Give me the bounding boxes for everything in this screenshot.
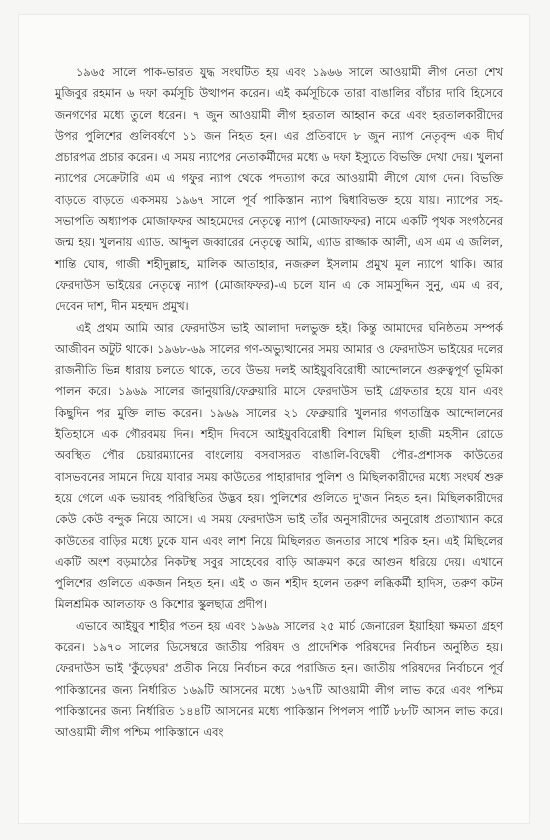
body-text: [55, 62, 503, 744]
paragraph: এভাবে আইয়ুব শাহীর পতন হয় এবং ১৯৬৯ সালের ২৫ মার্চ জেনারেল ইয়াহিয়া ক্ষমতা গ্রহণ করেন। ১৯৭০ সালের ডিসেম্বরে জাতীয় পরিষদ ও প্রাদেশিক পরিষদের নির্বাচন অনুষ্ঠিত হয়। ফেরদাউস ভাই 'কুঁড়েঘর' প্রতীক নিয়ে নির্বাচন করে পরাজিত হন। জাতীয় পরিষদের নির্বাচনে পূর্ব পাকিস্তানের জন্য নির্ধারিত ১৬৯টি আসনের মধ্যে ১৬৭টি আওয়ামী লীগ লাভ করে এবং পশ্চিম পাকিস্তানের জন্য নির্ধারিত ১৪৪টি আসনের মধ্যে পাকিস্তান পিপলস পার্টি ৮৮টি আসন লাভ করে। আওয়ামী লীগ পশ্চিম পাকিস্তানে এবং: [55, 618, 503, 740]
paragraph: এই প্রথম আমি আর ফেরদাউস ভাই আলাদা দলভুক্ত হই। কিন্তু আমাদের ঘনিষ্ঠতম সম্পর্ক আজীবন অটুট থাকে। ১৯৬৮-৬৯ সালের গণ-অভ্যুত্থানের সময় আমার ও ফেরদাউস ভাইয়ের দলের রাজনীতি ভিন্ন ধারায় চলতে থাকে, তবে উভয় দলই আইয়ুববিরোধী আন্দোলনে গুরুত্বপূর্ণ ভূমিকা পালন করে। ১৯৬৯ সালের জানুয়ারি/ফেব্রুয়ারি মাসে ফেরদাউস ভাই গ্রেফতার হয়ে যান এবং কিছুদিন পর মুক্তি লাভ করেন। ১৯৬৯ সালের ২১ ফেব্রুয়ারি খুলনার গণতান্ত্রিক আন্দোলনের ইতিহাসে এক গৌরবময় দিন। শহীদ দিবসে আইয়ুববিরোধী বিশাল মিছিল হাজী মহসীন রোডে অবস্থিত পৌর চেয়ারম্যানের বাংলোয় বসবাসরত বাঙালি-বিদ্বেষী পৌর-প্রশাসক কাউতের বাসভবনের সামনে দিয়ে যাবার সময় কাউতের পাহারাদার পুলিশ ও মিছিলকারীদের মধ্যে সংঘর্ষ শুরু হয়ে গেলে এক ভয়াবহ পরিস্থিতির উদ্ভব হয়। পুলিশের গুলিতে দু'জন নিহত হন। মিছিলকারীদের কেউ কেউ বন্দুক নিয়ে আসে। এ সময় ফেরদাউস ভাই তাঁর অনুসারীদের অনুরোধ প্রত্যাখ্যান করে কাউতের বাড়ির মধ্যে ঢুকে যান এবং লাশ নিয়ে মিছিলরত জনতার সাথে শরিক হন। এই মিছিলের একটি অংশ বড়মাঠের নিকটস্থ সবুর সাহেবের বাড়ি আক্রমণ করে আগুন ধরিয়ে দেয়। এখানে পুলিশের গুলিতে একজন নিহত হন। এই ৩ জন শহীদ হলেন তরুণ লব্ধিকর্মী হাদিস, তরুণ কটন মিলশ্রমিক আলতাফ ও কিশোর স্কুলছাত্র প্রদীপ।: [55, 320, 503, 612]
paragraph: ১৯৬৫ সালে পাক-ভারত যুদ্ধ সংঘটিত হয় এবং ১৯৬৬ সালে আওয়ামী লীগ নেতা শেখ মুজিবুর রহমান ৬ দফা কর্মসূচি উত্থাপন করেন। এই কর্মসূচিকে তারা বাঙালির বাঁচার দাবি হিসেবে জনগণের মধ্যে তুলে ধরেন। ৭ জুন আওয়ামী লীগ হরতাল আহ্বান করে এবং হরতালকারীদের উপর পুলিশের গুলিবর্ষণে ১১ জন নিহত হন। এর প্রতিবাদে ৮ জুন ন্যাপ নেতৃবৃন্দ এক দীর্ঘ প্রচারপত্র প্রচার করেন। এ সময় ন্যাপের নেতাকর্মীদের মধ্যে ৬ দফা ইস্যুতে বিভক্তি দেখা দেয়। খুলনা ন্যাপের সেক্রেটারি এম এ গফুর ন্যাপ থেকে পদত্যাগ করে আওয়ামী লীগে যোগ দেন। বিভক্তি বাড়তে বাড়তে একসময় ১৯৬৭ সালে পূর্ব পাকিস্তান ন্যাপ দ্বিধাবিভক্ত হয়ে যায়। ন্যাপের সহ-সভাপতি অধ্যাপক মোজাফফর আহমেদের নেতৃত্বে ন্যাপ (মোজাফফর) নামে একটি পৃথক সংগঠনের জন্ম হয়। খুলনায় এ্যাড. আব্দুল জব্বারের নেতৃত্বে আমি, এ্যাড রাজ্জাক আলী, এস এম এ জলিল, শান্তি ঘোষ, গাজী শহীদুল্লাহ, মালিক আতাহার, নজরুল ইসলাম প্রমুখ মূল ন্যাপে থাকি। আর ফেরদাউস ভাইয়ের নেতৃত্বে ন্যাপ (মোজাফফর)-এ চলে যান এ কে সামসুদ্দিন সুনু, এম এ রব, দেবেন দাশ, দীন মহম্মদ প্রমুখ।: [55, 65, 504, 314]
book-page: [18, 14, 530, 824]
